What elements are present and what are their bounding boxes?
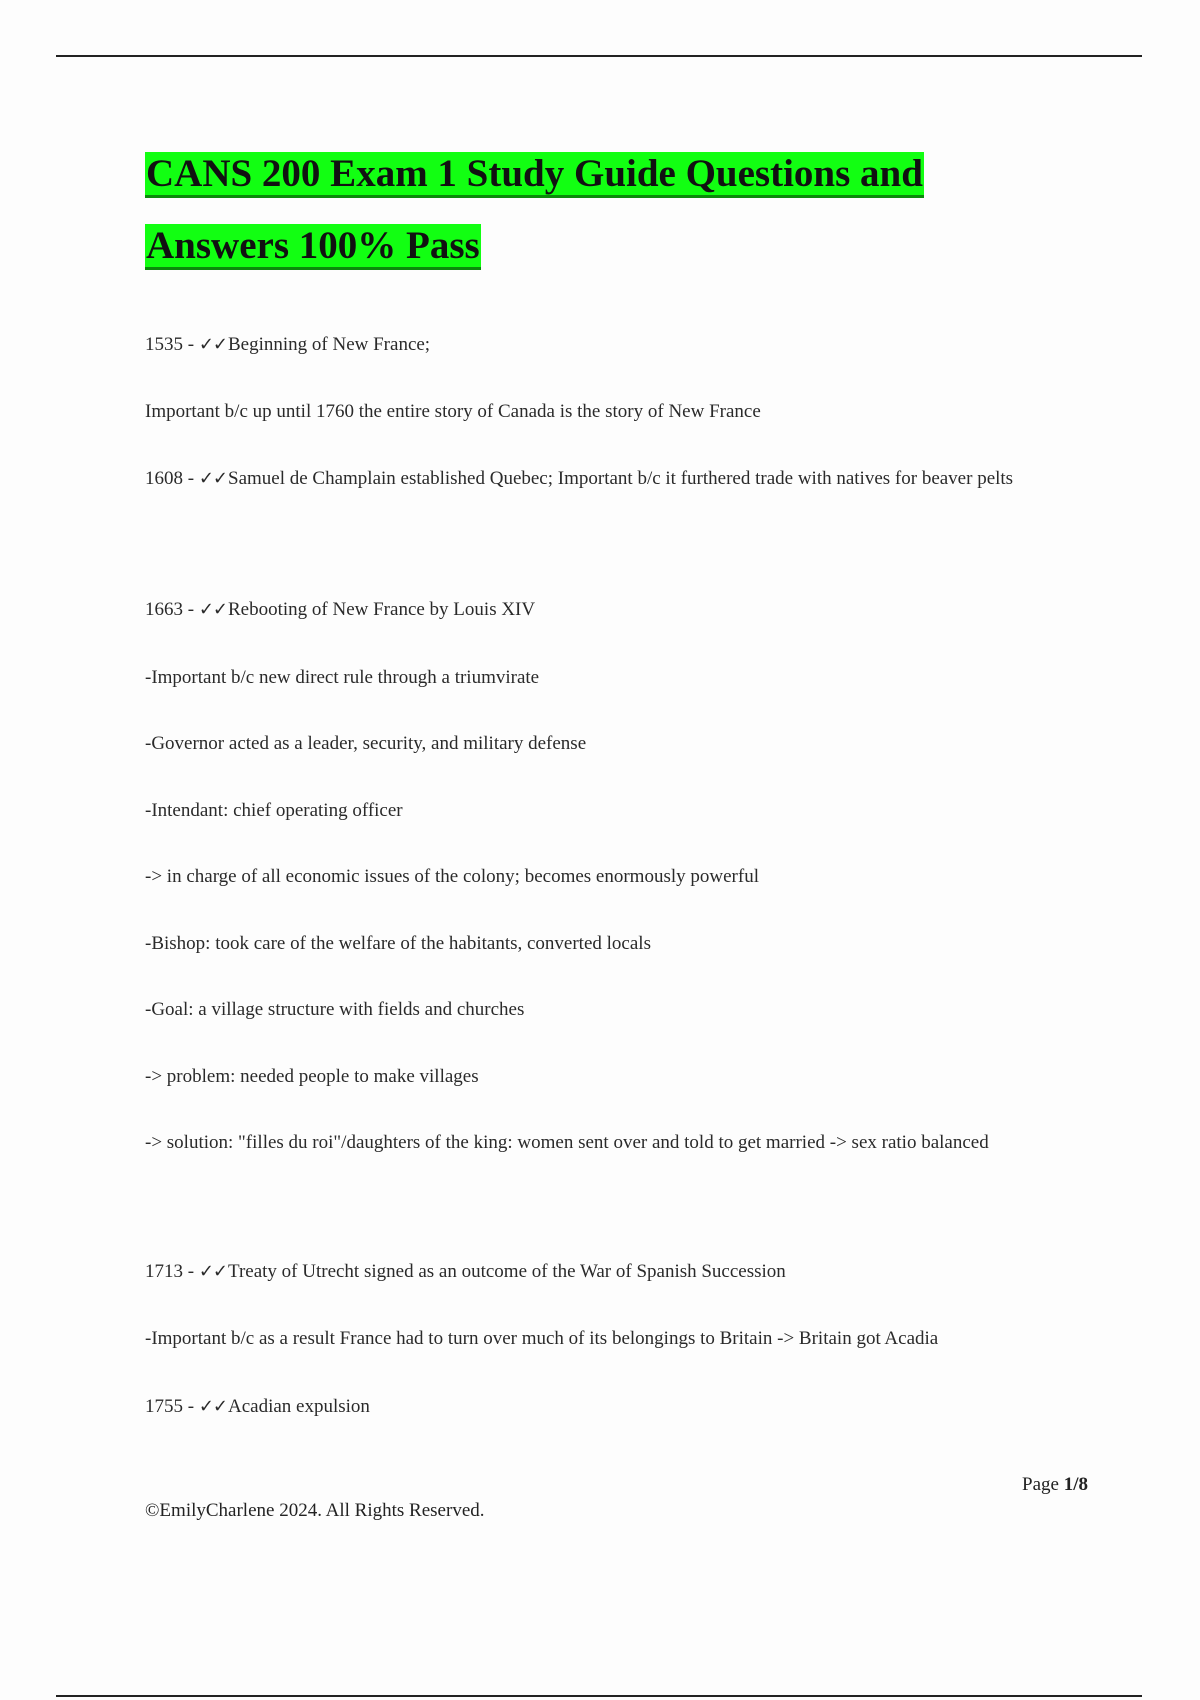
paragraph-text: -Governor acted as a leader, security, and military defense xyxy=(145,733,587,754)
study-paragraph xyxy=(145,1116,1105,1169)
study-paragraph xyxy=(145,983,1105,1036)
study-paragraph xyxy=(145,850,1105,903)
document-title xyxy=(145,138,1145,282)
year-prefix: 1713 - xyxy=(145,1261,199,1282)
title-line-2: Answers 100% Pass xyxy=(145,224,481,270)
paragraph-text: -Important b/c new direct rule through a triumvirate xyxy=(145,667,540,688)
paragraph-text: -> in charge of all economic issues of the colony; becomes enormously powerful xyxy=(145,866,759,887)
study-paragraph xyxy=(145,318,1105,371)
study-paragraph xyxy=(145,452,1105,505)
paragraph-text: -Intendant: chief operating officer xyxy=(145,800,403,821)
study-paragraph xyxy=(145,1312,1105,1365)
copyright-notice: ©EmilyCharlene 2024. All Rights Reserved. xyxy=(145,1500,485,1521)
study-paragraph xyxy=(145,784,1105,837)
study-paragraph xyxy=(145,1245,1105,1298)
title-line-1: CANS 200 Exam 1 Study Guide Questions and xyxy=(145,152,924,198)
checkmark-icon: ✓✓ xyxy=(198,334,227,355)
checkmark-icon: ✓✓ xyxy=(198,1261,227,1282)
study-paragraph xyxy=(145,651,1105,704)
paragraph-text: -> solution: "filles du roi"/daughters of the king: women sent over and told to get married -> sex ratio balanced xyxy=(145,1132,989,1153)
checkmark-icon: ✓✓ xyxy=(198,599,227,620)
page-label: Page xyxy=(1022,1474,1064,1495)
page-number xyxy=(1022,1474,1088,1496)
checkmark-icon: ✓✓ xyxy=(198,1396,227,1417)
study-paragraph xyxy=(145,1050,1105,1103)
paragraph-text: -> problem: needed people to make villages xyxy=(145,1066,479,1087)
paragraph-text: -Goal: a village structure with fields and churches xyxy=(145,999,525,1020)
paragraph-text: Rebooting of New France by Louis XIV xyxy=(228,599,536,620)
study-paragraph xyxy=(145,717,1105,770)
study-paragraph xyxy=(145,583,1105,636)
paragraph-text: -Important b/c as a result France had to turn over much of its belongings to Britain -> Britain got Acadia xyxy=(145,1328,939,1349)
checkmark-icon: ✓✓ xyxy=(198,468,227,489)
paragraph-text: Beginning of New France; xyxy=(228,334,431,355)
year-prefix: 1755 - xyxy=(145,1396,199,1417)
paragraph-text: Samuel de Champlain established Quebec; Important b/c it furthered trade with natives for beaver pelts xyxy=(228,468,1014,489)
paragraph-text: Important b/c up until 1760 the entire story of Canada is the story of New France xyxy=(145,401,761,422)
year-prefix: 1663 - xyxy=(145,599,199,620)
page-separator: / xyxy=(1073,1474,1079,1495)
page-total: 8 xyxy=(1078,1474,1088,1495)
bottom-rule xyxy=(56,1695,1142,1697)
paragraph-text: -Bishop: took care of the welfare of the habitants, converted locals xyxy=(145,933,651,954)
top-rule xyxy=(56,55,1142,57)
study-paragraph xyxy=(145,917,1105,970)
year-prefix: 1608 - xyxy=(145,468,199,489)
study-paragraph xyxy=(145,1380,1105,1433)
paragraph-text: Acadian expulsion xyxy=(228,1396,370,1417)
page-current: 1 xyxy=(1063,1474,1074,1495)
study-paragraph xyxy=(145,385,1105,438)
year-prefix: 1535 - xyxy=(145,334,199,355)
paragraph-text: Treaty of Utrecht signed as an outcome of the War of Spanish Succession xyxy=(228,1261,786,1282)
